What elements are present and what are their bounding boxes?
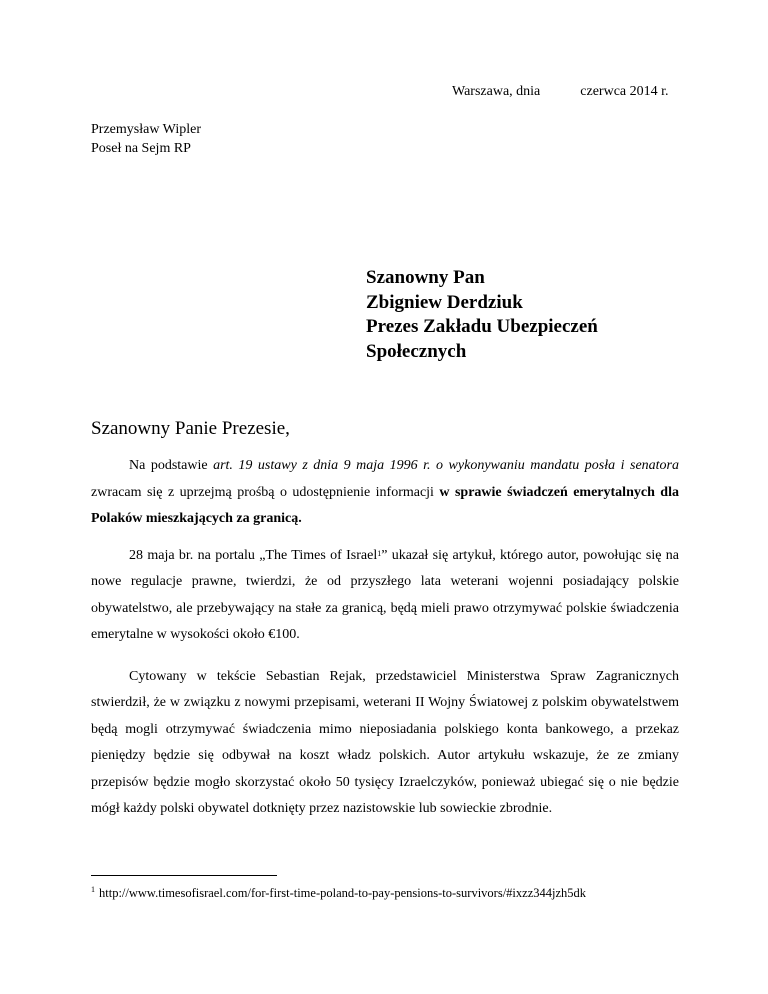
dateline-place: Warszawa, dnia [452,84,541,99]
sender-role: Poseł na Sejm RP [91,141,191,156]
p3-text: Cytowany w tekście Sebastian Rejak, przedstawiciel Ministerstwa Spraw Zagranicznych stwierdził, że w związku z nowymi przepisami, weterani II Wojny Światowej z polskim obywatelstwem będą mogli otrzymywać świadczenia mimo nieposiadania polskiego konta bankowego, a przekaz pieniędzy będzie się odbywał na koszt władz polskich. Autor artykułu wskazuje, że ze zmiany przepisów będzie mogło skorzystać około 50 tysięcy Izraelczyków, ponieważ ubiegać się o nie będzie mógł każdy polski obywatel dotknięty przez nazistowskie lub sowieckie zbrodnie. [91,668,679,816]
recipient-block [366,266,598,364]
recipient-line: Zbigniew Derdziuk [366,291,523,313]
recipient-line: Prezes Zakładu Ubezpieczeń [366,316,598,337]
letter-body [91,453,679,838]
footnote-number: 1 [91,885,95,894]
sender-block [91,120,201,158]
p1-legal-reference: art. 19 ustawy z dnia 9 maja 1996 r. o wykonywaniu mandatu posła i senatora [213,458,679,473]
p1-text: Na podstawie [129,458,214,473]
p1-text: zwracam się z uprzejmą prośbą o udostępnienie informacji [91,484,440,500]
salutation: Szanowny Panie Prezesie, [91,418,290,439]
footnote-ref: 1 [377,548,382,558]
paragraph-2 [91,543,679,649]
recipient-line: Społecznych [366,340,467,362]
paragraph-1 [91,453,679,533]
p2-text: 28 maja br. na portalu „The Times of Israel [129,547,378,563]
sender-name: Przemysław Wipler [91,122,201,137]
footnote-divider [91,875,277,876]
paragraph-3 [91,664,679,823]
footnote-url: http://www.timesofisrael.com/for-first-time-poland-to-pay-pensions-to-survivors/#ixzz344jzh5dk [99,886,587,900]
dateline [452,84,669,100]
p1-subject: w sprawie świadczeń emerytalnych dla Polaków mieszkających za granicą. [91,484,679,526]
recipient-line: Szanowny Pan [366,267,485,288]
footnote [91,886,586,901]
dateline-date: czerwca 2014 r. [580,84,669,99]
p2-text: ” ukazał się artykuł, którego autor, powołując się na nowe regulacje prawne, twierdzi, że od przyszłego lata weterani wojenni posiadający polskie obywatelstwo, ale przebywający na stałe za granicą, będą mieli prawo otrzymywać polskie świadczenia emerytalne w wysokości około €100. [91,547,679,642]
